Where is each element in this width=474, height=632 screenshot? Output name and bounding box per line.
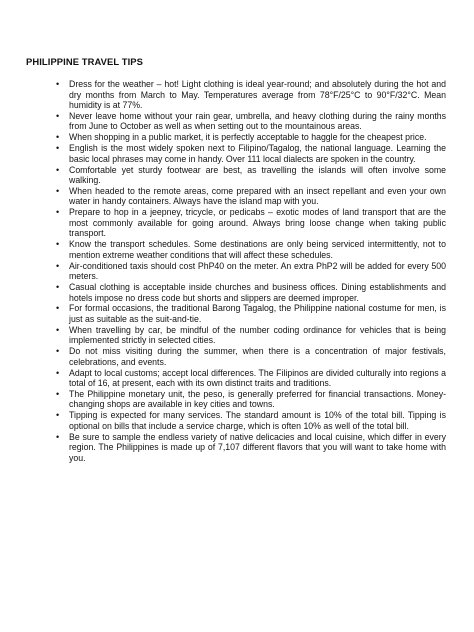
list-item: • Comfortable yet sturdy footwear are best, as travelling the islands will often involve some walking. <box>69 165 446 186</box>
list-item: • Do not miss visiting during the summer, when there is a concentration of major festivals, celebrations, and events. <box>69 346 446 367</box>
list-item: • Adapt to local customs; accept local differences. The Filipinos are divided culturally into regions a total of 16, at present, each with its own distinct traits and traditions. <box>69 368 446 389</box>
list-item: • Casual clothing is acceptable inside churches and business offices. Dining establishments and hotels impose no dress code but shorts and slippers are deemed improper. <box>69 282 446 303</box>
list-item: • When headed to the remote areas, come prepared with an insect repellant and even your own water in handy containers. Always have the island map with you. <box>69 186 446 207</box>
list-item: • Air-conditioned taxis should cost PhP40 on the meter. An extra PhP2 will be added for every 500 meters. <box>69 261 446 282</box>
list-item: • The Philippine monetary unit, the peso, is generally preferred for financial transactions. Money-changing shops are available in key cities and towns. <box>69 389 446 410</box>
list-item: • English is the most widely spoken next to Filipino/Tagalog, the national language. Learning the basic local phrases may come in handy. Over 111 local dialects are spoken in the country. <box>69 143 446 164</box>
tips-list <box>69 79 446 464</box>
page-title: PHILIPPINE TRAVEL TIPS <box>26 56 143 67</box>
list-item: • Know the transport schedules. Some destinations are only being serviced intermittently, not to mention extreme weather conditions that will affect these schedules. <box>69 239 446 260</box>
list-item: • Prepare to hop in a jeepney, tricycle, or pedicabs – exotic modes of land transport that are the most commonly available for going around. Always bring loose change when taking public transport. <box>69 207 446 239</box>
list-item: • Tipping is expected for many services. The standard amount is 10% of the total bill. Tipping is optional on bills that include a service charge, which is often 10% as well of the total bill. <box>69 410 446 431</box>
list-item: • When shopping in a public market, it is perfectly acceptable to haggle for the cheapest price. <box>69 132 446 143</box>
list-item: • When travelling by car, be mindful of the number coding ordinance for vehicles that is being implemented strictly in selected cities. <box>69 325 446 346</box>
list-item: • Dress for the weather – hot! Light clothing is ideal year-round; and absolutely during the hot and dry months from March to May. Temperatures average from 78°F/25°C to 90°F/32°C. Mean humidity is at 77%. <box>69 79 446 111</box>
list-item: • Be sure to sample the endless variety of native delicacies and local cuisine, which differ in every region. The Philippines is made up of 7,107 different flavors that you will want to take home with you. <box>69 432 446 464</box>
list-item: • Never leave home without your rain gear, umbrella, and heavy clothing during the rainy months from June to October as well as when setting out to the mountainous areas. <box>69 111 446 132</box>
list-item: • For formal occasions, the traditional Barong Tagalog, the Philippine national costume for men, is just as suitable as the suit-and-tie. <box>69 303 446 324</box>
